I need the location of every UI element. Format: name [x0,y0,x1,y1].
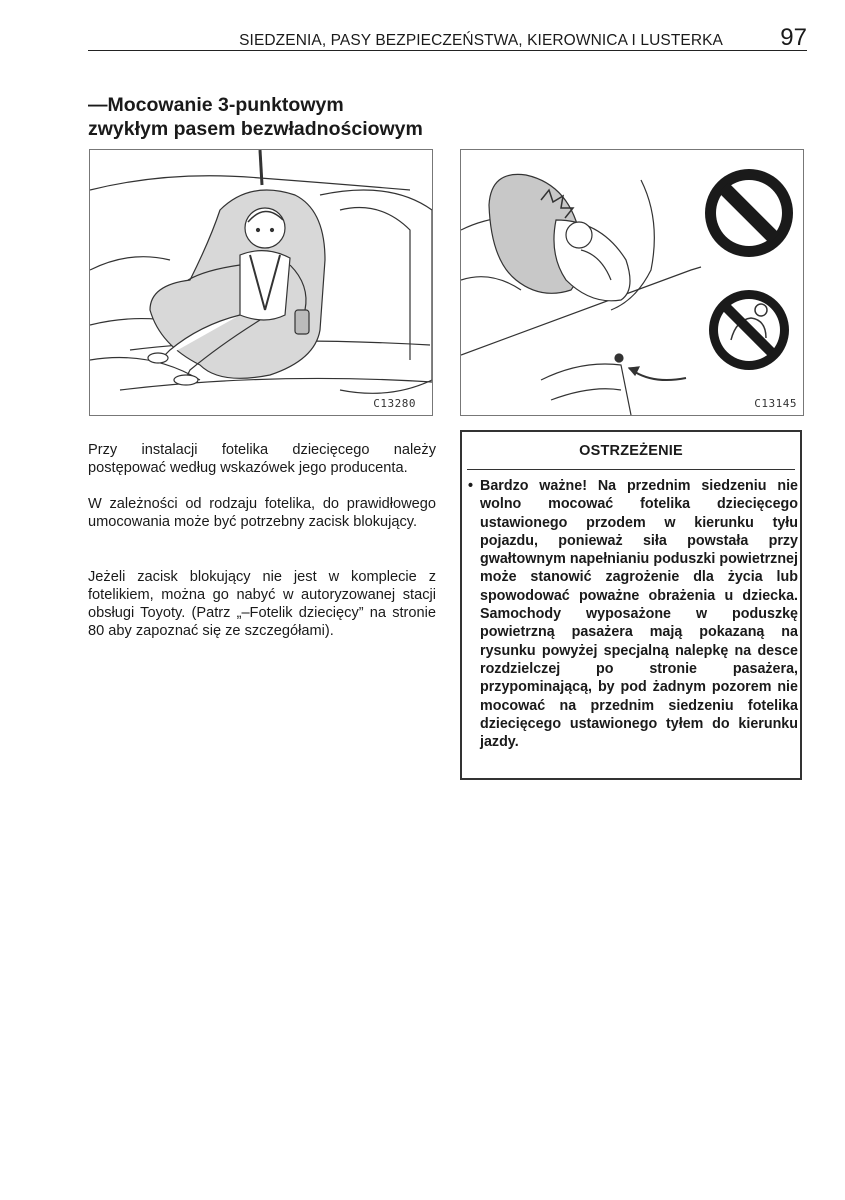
body-paragraph: Przy instalacji fotelika dziecięcego należy postępować według wskazówek jego producenta. [88,442,436,476]
figure-code: C13280 [373,397,416,410]
body-paragraph: Jeżeli zacisk blokujący nie jest w komplecie z fotelikiem, można go nabyć w autoryzowanej stacji obsługi Toyoty. (Patrz „–Fotelik dziecięcy” na stronie 80 aby zapoznać się ze szczegółami). [88,569,436,639]
warning-body: Bardzo ważne! Na przednim siedzeniu nie wolno mocować fotelika dziecięcego ustawionego przodem w kierunku tyłu pojazdu, ponieważ siła powstała przy gwałtownym napełnianiu poduszki powietrznej może stanowić zagrożenie dla życia lub spowodować poważne obrażenia u dziecka. Samochody wyposażone w poduszkę powietrzną pasażera mają pokazaną na rysunku powyżej specjalną nalepkę na desce rozdzielczej po stronie pasażera, przypominającą, by pod żadnym pozorem nie mocować na przednim siedzeniu fotelika dziecięcego ustawionego tyłem do kierunku jazdy. [480,478,798,751]
running-head: SIEDZENIA, PASY BEZPIECZEŃSTWA, KIEROWNICA I LUSTERKA [239,32,723,49]
warning-title: OSTRZEŻENIE [579,443,683,459]
page-number: 97 [780,24,807,51]
figure-code: C13145 [754,397,797,410]
warning-text [468,477,798,751]
warning-box [460,430,802,780]
header-rule [88,50,807,51]
warning-divider [467,469,795,470]
body-paragraph: W zależności od rodzaju fotelika, do prawidłowego umocowania może być potrzebny zacisk blokujący. [88,496,436,530]
figure-child-seat-rear [89,149,433,416]
bullet-icon: • [468,478,474,494]
figure-airbag-warning [460,149,804,416]
child-seat-illustration [90,150,432,415]
airbag-sticker-icon [709,290,789,370]
airbag-warning-illustration [461,150,803,415]
prohibition-icon [705,169,793,257]
section-title: —Mocowanie 3-punktowym zwykłym pasem bezwładnościowym [88,94,423,140]
